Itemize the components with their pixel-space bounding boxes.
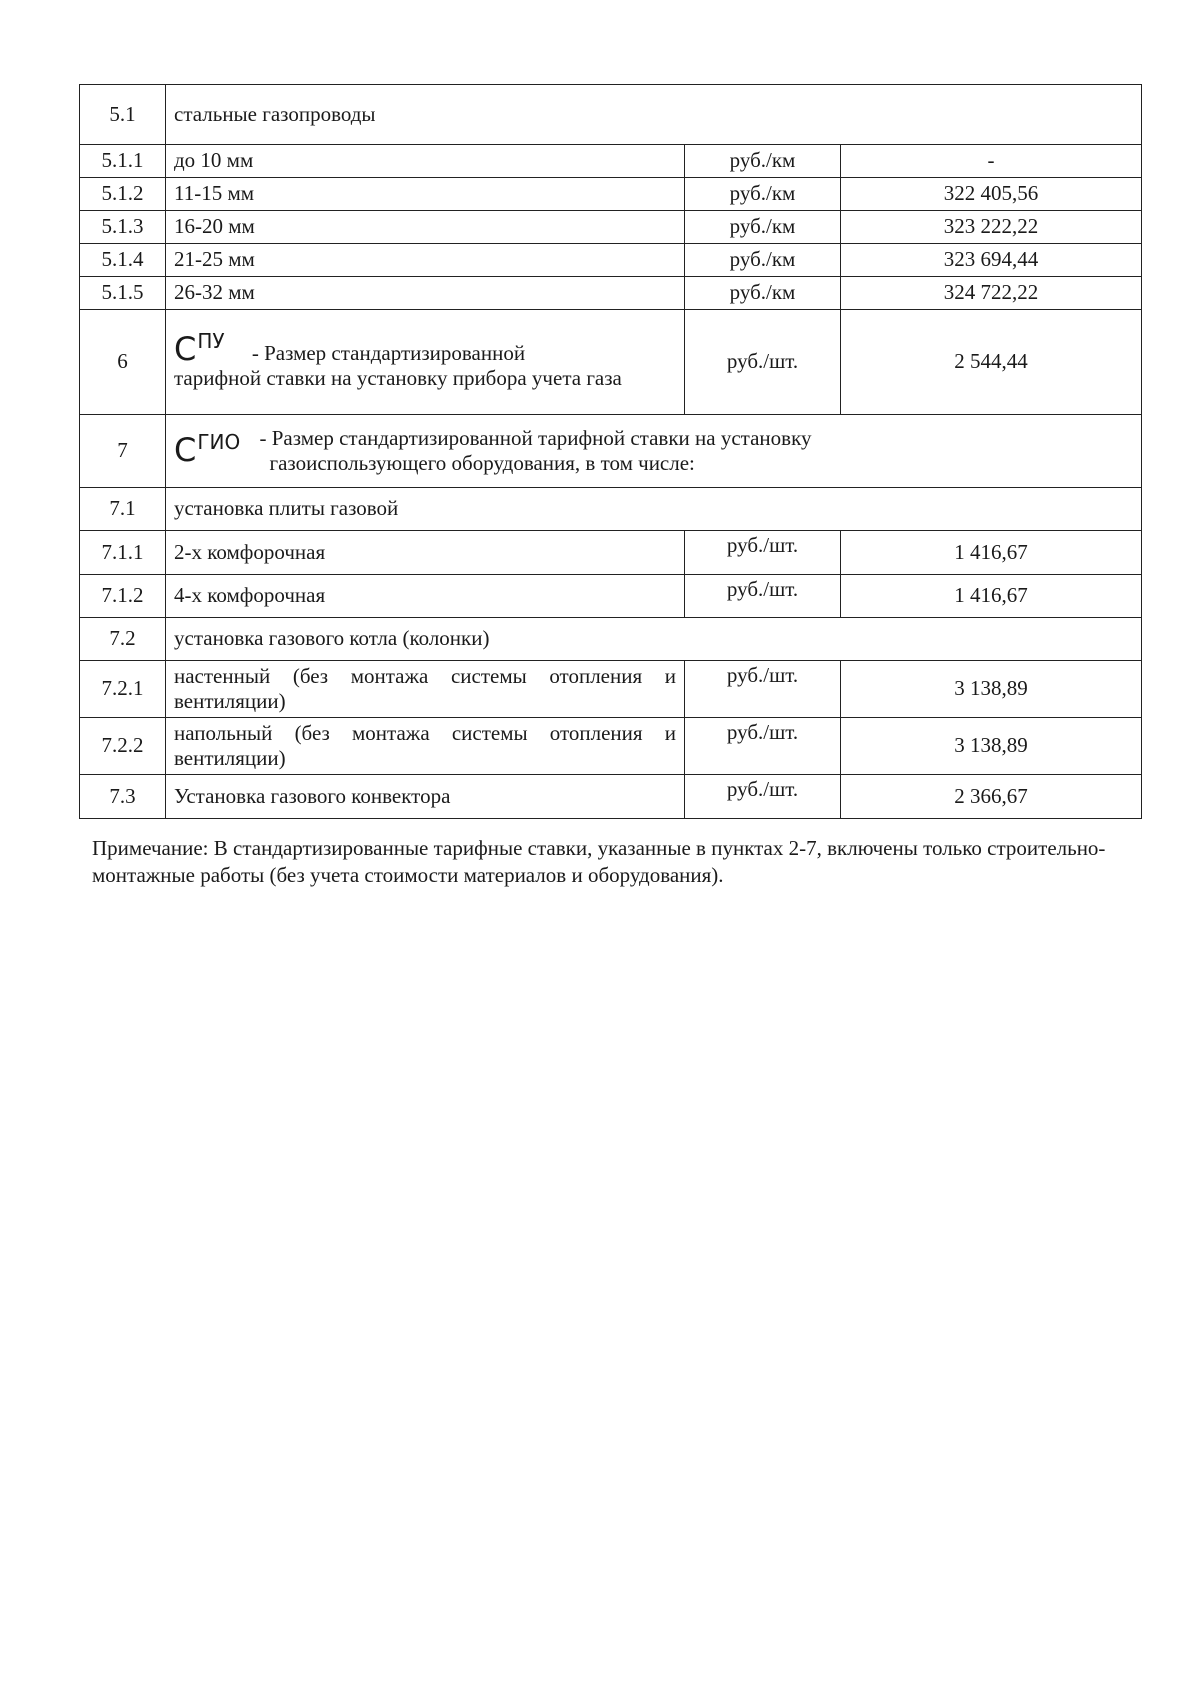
- table-row: [80, 718, 1142, 775]
- table-row: [80, 85, 1142, 145]
- row-name: установка плиты газовой: [166, 488, 1142, 531]
- row-value: 3 138,89: [841, 718, 1142, 775]
- row-value: 323 222,22: [841, 211, 1142, 244]
- row-name: установка газового котла (колонки): [166, 618, 1142, 661]
- row-value: 1 416,67: [841, 575, 1142, 618]
- row-name: 2-х комфорочная: [166, 531, 685, 575]
- row-unit: руб./шт.: [685, 661, 841, 718]
- row-unit: руб./км: [685, 178, 841, 211]
- row-number: 5.1.2: [80, 178, 166, 211]
- row-value: 2 544,44: [841, 310, 1142, 415]
- row-unit: руб./шт.: [685, 775, 841, 819]
- table-row: [80, 310, 1142, 415]
- row-name-line2: газоиспользующего оборудования, в том числе:: [269, 451, 695, 475]
- row-number: 5.1.1: [80, 145, 166, 178]
- row-number: 5.1: [80, 85, 166, 145]
- tariff-table: [79, 84, 1142, 819]
- row-unit: руб./км: [685, 145, 841, 178]
- row-name: [166, 415, 1142, 488]
- table-row: [80, 661, 1142, 718]
- row-number: 5.1.3: [80, 211, 166, 244]
- row-number: 6: [80, 310, 166, 415]
- row-value: 3 138,89: [841, 661, 1142, 718]
- row-name-line1: - Размер стандартизированной тарифной ставки на установку: [259, 425, 812, 450]
- row-name-line1: - Размер стандартизированной: [251, 340, 526, 365]
- row-name: 11-15 мм: [166, 178, 685, 211]
- row-name: [166, 310, 685, 415]
- row-number: 5.1.5: [80, 277, 166, 310]
- table-row: [80, 178, 1142, 211]
- row-name: 16-20 мм: [166, 211, 685, 244]
- row-value: 322 405,56: [841, 178, 1142, 211]
- row-number: 7.2.1: [80, 661, 166, 718]
- row-name: настенный (без монтажа системы отопления и вентиляции): [166, 661, 685, 718]
- row-value: 2 366,67: [841, 775, 1142, 819]
- row-unit: руб./км: [685, 211, 841, 244]
- row-name: Установка газового конвектора: [166, 775, 685, 819]
- row-unit: руб./км: [685, 277, 841, 310]
- row-unit: руб./км: [685, 244, 841, 277]
- tariff-symbol: $C^{ПУ}$: [174, 328, 225, 368]
- row-name: 21-25 мм: [166, 244, 685, 277]
- row-number: 7.2.2: [80, 718, 166, 775]
- table-row: [80, 145, 1142, 178]
- row-name: стальные газопроводы: [166, 85, 1142, 145]
- row-number: 7.1.1: [80, 531, 166, 575]
- row-number: 7.1.2: [80, 575, 166, 618]
- row-number: 7.1: [80, 488, 166, 531]
- row-name: 26-32 мм: [166, 277, 685, 310]
- table-row: [80, 575, 1142, 618]
- row-value: 1 416,67: [841, 531, 1142, 575]
- row-number: 7.3: [80, 775, 166, 819]
- row-unit: руб./шт.: [685, 531, 841, 575]
- table-row: [80, 244, 1142, 277]
- row-number: 5.1.4: [80, 244, 166, 277]
- row-number: 7.2: [80, 618, 166, 661]
- row-name: 4-х комфорочная: [166, 575, 685, 618]
- row-value: 323 694,44: [841, 244, 1142, 277]
- row-unit: руб./шт.: [685, 575, 841, 618]
- row-value: 324 722,22: [841, 277, 1142, 310]
- table-row: [80, 488, 1142, 531]
- row-unit: руб./шт.: [685, 310, 841, 415]
- row-number: 7: [80, 415, 166, 488]
- table-row: [80, 531, 1142, 575]
- footnote: Примечание: В стандартизированные тарифные ставки, указанные в пунктах 2-7, включены только строительно-монтажные работы (без учета стоимости материалов и оборудования).: [92, 836, 1106, 887]
- table-row: [80, 618, 1142, 661]
- table-row: [80, 211, 1142, 244]
- row-name: до 10 мм: [166, 145, 685, 178]
- row-unit: руб./шт.: [685, 718, 841, 775]
- row-name: напольный (без монтажа системы отопления и вентиляции): [166, 718, 685, 775]
- row-name-rest: тарифной ставки на установку прибора учета газа: [174, 366, 622, 390]
- tariff-symbol: $C^{ГИО}$: [174, 429, 241, 469]
- table-row: [80, 277, 1142, 310]
- row-value: -: [841, 145, 1142, 178]
- table-row: [80, 415, 1142, 488]
- table-row: [80, 775, 1142, 819]
